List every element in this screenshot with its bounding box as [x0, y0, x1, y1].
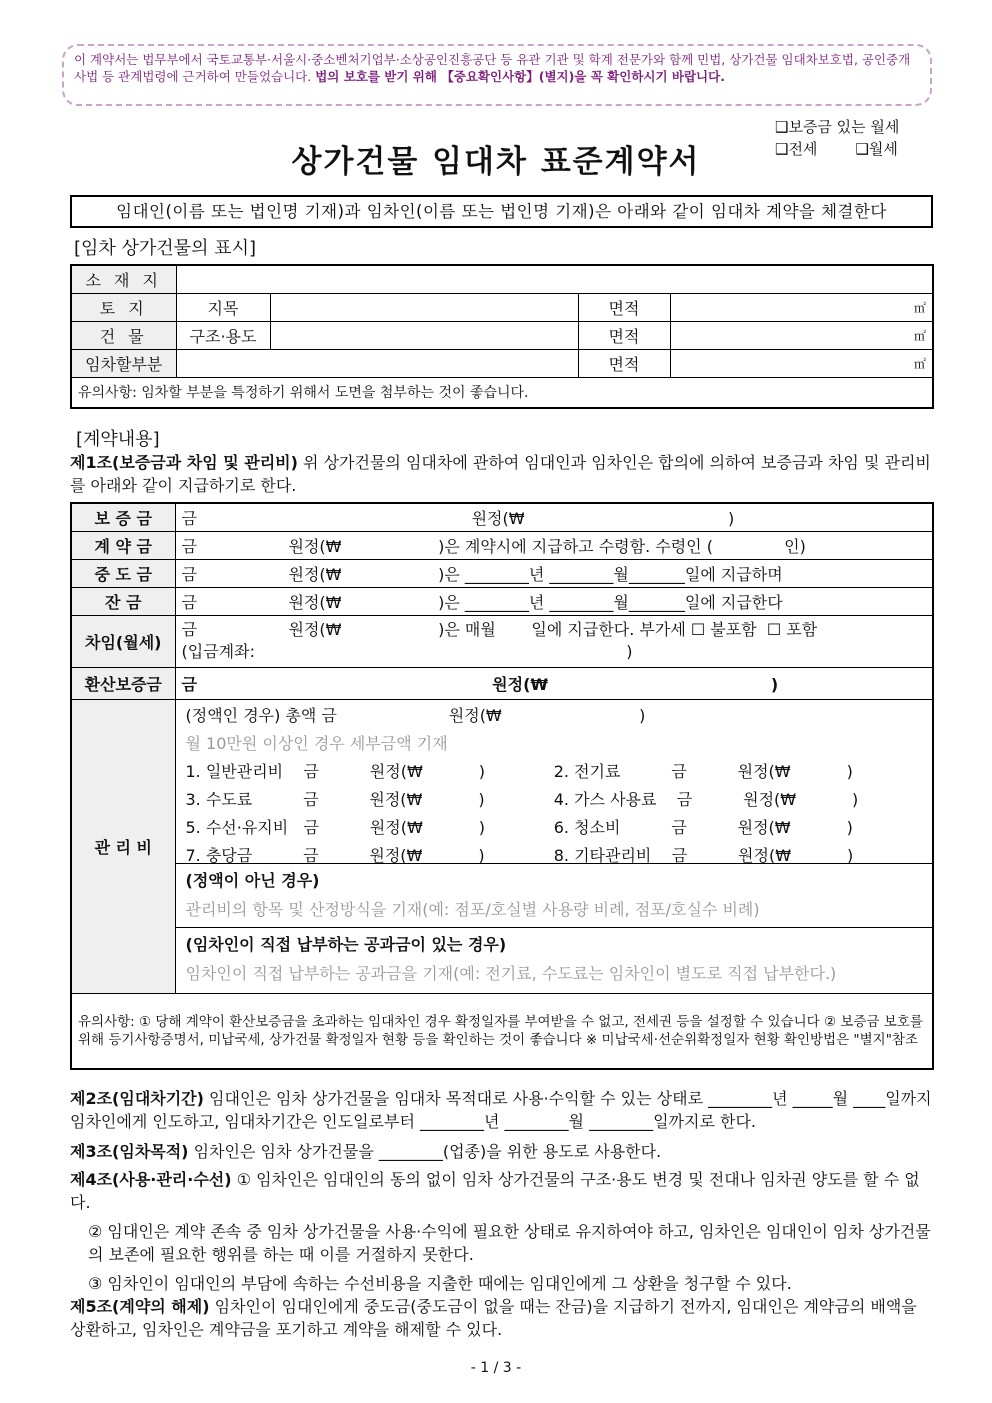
legal-notice-box [62, 44, 932, 106]
converted-deposit-label: 환산보증금 [71, 667, 175, 699]
lease-part-label: 임차할부분 [71, 349, 176, 377]
mgmt-direct-heading: (임차인이 직접 납부하는 공과금이 있는 경우) [185, 934, 507, 954]
land-category-field[interactable] [270, 293, 578, 321]
mgmt-item[interactable]: 8. 기타관리비 금 원정(₩ ) [553, 845, 854, 865]
lease-area-label: 면적 [578, 349, 670, 377]
article-1-text: 위 상가건물의 임대차에 관하여 임대인과 임차인은 합의에 의하여 보증금과 차임 및 관리비를 아래와 같이 지급하기로 한다. [70, 453, 931, 495]
article-5-head: 제5조(계약의 해제) [70, 1297, 210, 1316]
mgmt-item-grid [186, 758, 923, 870]
building-structure-field[interactable] [270, 321, 578, 349]
lease-part-field[interactable] [176, 349, 578, 377]
article-1 [70, 451, 934, 497]
notice-text: 이 계약서는 법무부에서 국토교통부·서울시·중소벤처기업부·소상공인진흥공단 등 유관 기관 및 학계 전문가와 함께 민법, 상가건물 임대차보호법, 공인중개사법 등 관계법령에 근거하여 만들었습니다. [74, 52, 911, 84]
down-payment-field[interactable]: 금 원정(₩ )은 계약시에 지급하고 수령함. 수령인 ( 인) [175, 531, 933, 559]
building-structure-label: 구조·용도 [176, 321, 270, 349]
building-area-unit: ㎡ [670, 321, 933, 349]
balance-field[interactable]: 금 원정(₩ )은 ________년 ________월_______일에 지급한다 [175, 587, 933, 615]
article-3-head: 제3조(임차목적) [70, 1142, 189, 1161]
article-4-p3: ③ 임차인이 임대인의 부담에 속하는 수선비용을 지출한 때에는 임대인에게 그 상환을 청구할 수 있다. [88, 1274, 792, 1293]
mgmt-item[interactable]: 2. 전기료 금 원정(₩ ) [553, 761, 853, 781]
article-2 [70, 1087, 934, 1133]
mgmt-item[interactable]: 4. 가스 사용료 금 원정(₩ ) [553, 789, 859, 809]
deposit-field[interactable]: 금 원정(₩ ) [175, 503, 933, 531]
mgmt-item[interactable]: 5. 수선·유지비 금 원정(₩ ) [185, 817, 485, 837]
deposit-label: 보 증 금 [71, 503, 175, 531]
article-4 [70, 1168, 934, 1295]
property-note: 유의사항: 임차할 부분을 특정하기 위해서 도면을 첨부하는 것이 좋습니다. [71, 377, 933, 408]
middle-payment-label: 중 도 금 [71, 559, 175, 587]
lease-area-unit: ㎡ [670, 349, 933, 377]
land-area-unit: ㎡ [670, 293, 933, 321]
mgmt-item[interactable]: 1. 일반관리비 금 원정(₩ ) [185, 761, 485, 781]
mgmt-notfixed-field[interactable]: 관리비의 항목 및 산정방식을 기재(예: 점포/호실별 사용량 비례, 점포/호실수 비례) [185, 899, 760, 919]
payment-table [70, 502, 934, 1070]
land-category-label: 지목 [176, 293, 270, 321]
article-2-head: 제2조(임대차기간) [70, 1089, 204, 1108]
rent-account-field[interactable]: (입금계좌: ) [181, 642, 633, 661]
mgmt-item[interactable]: 6. 청소비 금 원정(₩ ) [553, 817, 853, 837]
notice-bold-text: 법의 보호를 받기 위해 【중요확인사항】(별지)을 꼭 확인하시기 바랍니다. [315, 69, 725, 84]
article-4-p2: ② 임대인은 계약 존속 중 임차 상가건물을 사용·수익에 필요한 상태로 유지하여야 하고, 임차인은 임대인이 임차 상가건물의 보존에 필요한 행위를 하는 때 이를 거절하지 못한다. [88, 1222, 931, 1264]
middle-payment-field[interactable]: 금 원정(₩ )은 ________년 ________월_______일에 지급하며 [175, 559, 933, 587]
article-2-text: 임대인은 임차 상가건물을 임대차 목적대로 사용·수익할 수 있는 상태로 ________년 _____월 ____일까지 임차인에게 인도하고, 임대차기간은 인도일로부터 ________년 ________월 ________일까지로 한다. [70, 1089, 932, 1131]
mgmt-hint: 월 10만원 이상인 경우 세부금액 기재 [185, 733, 448, 753]
mgmt-notfixed-heading: (정액이 아닌 경우) [185, 870, 320, 890]
article-1-head: 제1조(보증금과 차임 및 관리비) [70, 453, 298, 472]
article-3 [70, 1140, 934, 1163]
address-label: 소 재 지 [71, 265, 176, 293]
section-property-heading: [임차 상가건물의 표시] [74, 238, 256, 259]
property-table [70, 264, 934, 409]
converted-deposit-field[interactable]: 금 원정(₩ ) [175, 667, 933, 699]
rent-label: 차임(월세) [71, 615, 175, 667]
payment-note: 유의사항: ① 당해 계약이 환산보증금을 초과하는 임대차인 경우 확정일자를 부여받을 수 없고, 전세권 등을 설정할 수 있습니다 ② 보증금 보호를 위해 등기사항증명서, 미납국세, 상가건물 확정일자 현황 등을 확인하는 것이 좋습니다 ※ 미납국세·선순위확정일자 현황 확인방법은 "별지"참조 [71, 993, 933, 1069]
article-5-text: 임차인이 임대인에게 중도금(중도금이 없을 때는 잔금)을 지급하기 전까지, 임대인은 계약금의 배액을 상환하고, 임차인은 계약금을 포기하고 계약을 해제할 수 있다. [70, 1297, 917, 1339]
section-contract-heading: [계약내용] [76, 429, 160, 450]
article-4-head: 제4조(사용·관리·수선) [70, 1170, 232, 1189]
building-area-label: 면적 [578, 321, 670, 349]
land-label: 토 지 [71, 293, 176, 321]
option-monthly[interactable]: ❑월세 [855, 140, 898, 158]
rent-field[interactable]: 금 원정(₩ )은 매월 일에 지급한다. 부가세 ☐ 불포함 ☐ 포함 [181, 620, 818, 639]
mgmt-item[interactable]: 3. 수도료 금 원정(₩ ) [185, 789, 485, 809]
article-3-text: 임차인은 임차 상가건물을 ________(업종)을 위한 용도로 사용한다. [188, 1142, 662, 1161]
article-5 [70, 1295, 934, 1341]
land-area-label: 면적 [578, 293, 670, 321]
document-title: 상가건물 임대차 표준계약서 [291, 144, 701, 180]
address-field[interactable] [176, 265, 933, 293]
building-label: 건 물 [71, 321, 176, 349]
mgmt-fee-label: 관 리 비 [71, 699, 175, 993]
intro-statement: 임대인(이름 또는 법인명 기재)과 임차인(이름 또는 법인명 기재)은 아래와 같이 임대차 계약을 체결한다 [70, 195, 933, 228]
article-4-p1: ① 임차인은 임대인의 동의 없이 임차 상가건물의 구조·용도 변경 및 전대나 임차권 양도를 할 수 없다. [70, 1170, 920, 1212]
page-number: - 1 / 3 - [470, 1360, 522, 1376]
balance-label: 잔 금 [71, 587, 175, 615]
mgmt-direct-field[interactable]: 임차인이 직접 납부하는 공과금을 기재(예: 전기료, 수도료는 임차인이 별도로 직접 납부한다.) [185, 963, 837, 983]
mgmt-fixed-total[interactable]: (정액인 경우) 총액 금 원정(₩ ) [185, 705, 646, 725]
option-monthly-deposit[interactable]: ❑보증금 있는 월세 [775, 118, 900, 136]
down-payment-label: 계 약 금 [71, 531, 175, 559]
mgmt-item[interactable]: 7. 충당금 금 원정(₩ ) [185, 845, 485, 865]
option-jeonse[interactable]: ❑전세 [775, 140, 818, 158]
